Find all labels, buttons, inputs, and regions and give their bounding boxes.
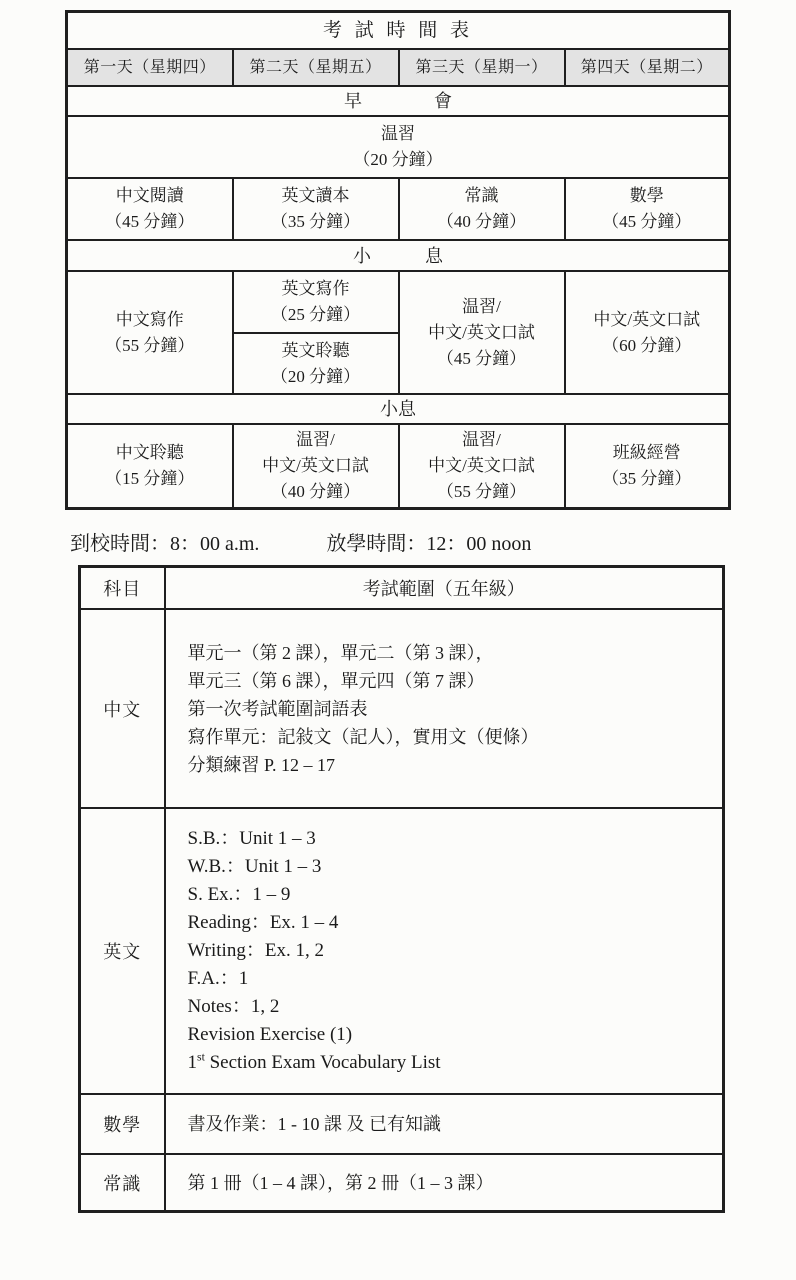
- recess-cell-1: 小 息: [67, 240, 730, 271]
- last-period-row: [67, 424, 730, 509]
- timetable-title: 考 試 時 間 表: [67, 12, 730, 50]
- scope-content-general-studies: [165, 1154, 724, 1212]
- day-header-3: 第三天（星期一）: [399, 49, 565, 86]
- revision-name: 温習: [381, 124, 415, 143]
- vocab-text: Section Exam Vocabulary List: [204, 1052, 441, 1073]
- scope-line: S.B.：Unit 1 – 3: [187, 828, 316, 849]
- scope-subject-english: 英文: [80, 808, 165, 1094]
- scope-header-row: [80, 567, 724, 610]
- scope-line: Reading：Ex. 1 – 4: [187, 912, 339, 933]
- scope-subject-general-studies: 常識: [80, 1154, 165, 1212]
- subject-name: 中文/英文口試: [262, 456, 369, 475]
- subject-duration: （45 分鐘）: [105, 212, 195, 231]
- scope-content-math: [165, 1094, 724, 1154]
- last-cell-2: [233, 424, 399, 509]
- assembly-cell: 早 會: [67, 86, 730, 116]
- scope-subject-chinese: 中文: [80, 609, 165, 808]
- subject-name: 温習/: [296, 430, 335, 449]
- subject-name: 數學: [629, 186, 664, 205]
- subject-name: 中文閱讀: [115, 186, 184, 205]
- subject-name: 中文寫作: [115, 309, 184, 329]
- scope-line: Revision Exercise (1): [187, 1024, 353, 1045]
- timetable-day-header-row: [67, 49, 730, 86]
- subject-name: 英文聆聽: [281, 340, 350, 360]
- scope-line: Writing：Ex. 1, 2: [187, 940, 324, 961]
- subject-name: 英文寫作: [281, 279, 350, 298]
- exam-timetable-table: [65, 10, 731, 510]
- subject-duration: （20 分鐘）: [270, 366, 361, 386]
- subject-duration: （45 分鐘）: [602, 212, 692, 231]
- scope-line: 分類練習 P. 12 – 17: [187, 754, 336, 775]
- scope-line: F.A.：1: [187, 968, 249, 989]
- scope-line: 單元三（第 6 課），單元四（第 7 課）: [187, 670, 485, 691]
- midday-cell-2a: [233, 271, 399, 333]
- morning-cell-4: [565, 178, 730, 240]
- midday-row-a: [67, 271, 730, 333]
- scope-row-general-studies: [80, 1154, 724, 1212]
- subject-name: 中文/英文口試: [593, 309, 701, 329]
- subject-duration: （40 分鐘）: [270, 482, 361, 501]
- recess-row-1: [67, 240, 730, 271]
- subject-duration: （55 分鐘）: [105, 335, 195, 355]
- morning-subjects-row: [67, 178, 730, 240]
- subject-duration: （15 分鐘）: [105, 469, 195, 488]
- revision-duration: （20 分鐘）: [353, 150, 443, 169]
- subject-duration: （35 分鐘）: [602, 469, 692, 488]
- day-header-4: 第四天（星期二）: [565, 49, 730, 86]
- exam-scope-table: [78, 565, 725, 1213]
- school-times-line: [70, 527, 730, 556]
- subject-name: 常識: [464, 186, 499, 205]
- revision-cell: [67, 116, 730, 178]
- subject-duration: （25 分鐘）: [270, 305, 361, 324]
- subject-name: 温習/: [462, 430, 501, 449]
- subject-name: 英文讀本: [281, 186, 350, 205]
- timetable-title-row: [67, 12, 730, 50]
- scope-line: W.B.：Unit 1 – 3: [187, 856, 322, 877]
- midday-cell-1: [67, 271, 233, 394]
- midday-cell-4: [565, 271, 730, 394]
- scope-vocab-line: [188, 1049, 713, 1077]
- scope-subject-math: 數學: [80, 1094, 165, 1154]
- scope-row-english: [80, 808, 724, 1094]
- recess-row-2: [67, 394, 730, 424]
- midday-cell-2b: [233, 333, 399, 394]
- subject-name: 中文聆聽: [115, 443, 184, 462]
- recess-cell-2: 小息: [67, 394, 730, 424]
- assembly-row: [67, 86, 730, 116]
- morning-cell-1: [67, 178, 233, 240]
- subject-duration: （55 分鐘）: [436, 482, 527, 501]
- midday-cell-3: [399, 271, 565, 394]
- day-header-2: 第二天（星期五）: [233, 49, 399, 86]
- arrival-time-text: 到校時間：8：00 a.m.: [70, 533, 260, 555]
- scope-content-chinese: [165, 609, 724, 808]
- last-cell-4: [565, 424, 730, 509]
- scope-line: 單元一（第 2 課），單元二（第 3 課），: [187, 642, 494, 663]
- vocab-ordinal-suffix: st: [197, 1050, 205, 1064]
- last-cell-1: [67, 424, 233, 509]
- revision-row: [67, 116, 730, 178]
- scope-range-header: 考試範圍（五年級）: [165, 567, 724, 610]
- scope-line: 第 1 冊（1 – 4 課），第 2 冊（1 – 3 課）: [187, 1172, 494, 1193]
- subject-duration: （60 分鐘）: [602, 335, 692, 355]
- scope-line: S. Ex.：1 – 9: [187, 884, 291, 905]
- morning-cell-2: [233, 178, 399, 240]
- scope-line: 書及作業：1 - 10 課 及 已有知識: [187, 1114, 441, 1134]
- scope-content-english: [165, 808, 724, 1094]
- subject-name: 温習/: [462, 296, 501, 316]
- subject-duration: （35 分鐘）: [270, 212, 361, 231]
- last-cell-3: [399, 424, 565, 509]
- subject-name: 中文/英文口試: [428, 456, 535, 475]
- day-header-1: 第一天（星期四）: [67, 49, 233, 86]
- subject-duration: （45 分鐘）: [436, 348, 527, 368]
- subject-duration: （40 分鐘）: [436, 212, 527, 231]
- subject-name: 班級經營: [612, 443, 681, 462]
- scope-subject-header: 科目: [80, 567, 165, 610]
- scope-row-math: [80, 1094, 724, 1154]
- dismissal-time-text: 放學時間：12：00 noon: [326, 533, 532, 555]
- scope-line: Notes：1, 2: [187, 996, 280, 1017]
- subject-name: 中文/英文口試: [428, 322, 535, 342]
- morning-cell-3: [399, 178, 565, 240]
- scope-line: 第一次考試範圍詞語表: [187, 698, 368, 719]
- scope-row-chinese: [80, 609, 724, 808]
- scope-line: 寫作單元：記敍文（記人），實用文（便條）: [187, 726, 539, 747]
- vocab-number: 1: [187, 1052, 197, 1073]
